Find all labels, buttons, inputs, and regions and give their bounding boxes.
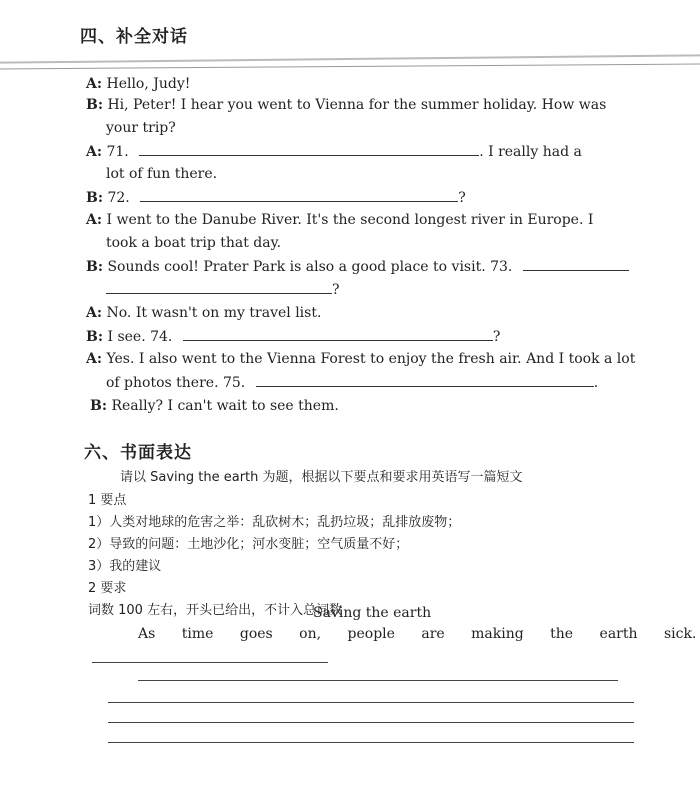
dialogue-text: of photos there. 75. — [106, 375, 246, 391]
writing-line[interactable] — [138, 680, 618, 681]
dialogue-text: took a boat trip that day. — [106, 235, 282, 251]
section-6-heading: 六、书面表达 — [84, 443, 192, 463]
speaker-label: B: — [86, 190, 104, 206]
dialogue-line-74 — [86, 328, 500, 345]
writing-line[interactable] — [108, 742, 634, 743]
dialogue-line-75 — [106, 374, 598, 391]
dialogue-text: I see. 74. — [107, 329, 173, 345]
dialogue-text: Yes. I also went to the Vienna Forest to enjoy the fresh air. And I took a lot — [106, 351, 636, 367]
speaker-label: A: — [86, 144, 103, 160]
dialogue-line-73 — [86, 258, 629, 275]
dialogue-text: Really? I can't wait to see them. — [111, 398, 339, 414]
speaker-label: A: — [86, 212, 103, 228]
speaker-label: A: — [86, 305, 103, 321]
dialogue-line-12 — [86, 351, 635, 367]
dialogue-line-2 — [86, 97, 606, 113]
answer-blank-74[interactable] — [183, 328, 493, 341]
dialogue-text: I went to the Danube River. It's the second longest river in Europe. I — [106, 212, 594, 228]
question-number: 72. — [107, 190, 130, 206]
dialogue-text: Hi, Peter! I hear you went to Vienna for the summer holiday. How was — [107, 97, 607, 113]
question-number: 71. — [106, 144, 129, 160]
point-2: 2）导致的问题：土地沙化；河水变脏；空气质量不好； — [88, 537, 409, 552]
points-label: 1 要点 — [88, 493, 127, 508]
answer-blank-73-part1[interactable] — [523, 258, 629, 271]
dialogue-text: . I really had a — [479, 144, 582, 160]
answer-blank-71[interactable] — [139, 143, 479, 156]
dialogue-line-14 — [90, 398, 339, 414]
dialogue-text: No. It wasn't on my travel list. — [106, 305, 322, 321]
speaker-label: A: — [86, 76, 103, 92]
writing-line[interactable] — [92, 662, 328, 663]
speaker-label: B: — [86, 97, 104, 113]
scan-fold-line — [0, 54, 700, 63]
speaker-label: B: — [86, 329, 104, 345]
dialogue-text: your trip? — [106, 120, 176, 136]
writing-line[interactable] — [108, 702, 634, 703]
essay-title: Saving the earth — [313, 605, 432, 621]
dialogue-line-72 — [86, 189, 466, 206]
point-3: 3）我的建议 — [88, 559, 162, 574]
speaker-label: B: — [90, 398, 108, 414]
essay-opening: As time goes on, people are making the earth sick. — [138, 626, 697, 642]
dialogue-line-71-cont — [106, 166, 217, 182]
answer-blank-75[interactable] — [256, 374, 594, 387]
dialogue-text: Sounds cool! Prater Park is also a good place to visit. 73. — [107, 259, 513, 275]
point-1: 1）人类对地球的危害之举：乱砍树木；乱扔垃圾；乱排放废物； — [88, 515, 461, 530]
requirement-text: 词数 100 左右，开头已给出，不计入总词数 — [88, 603, 343, 618]
writing-instruction: 请以 Saving the earth 为题，根据以下要点和要求用英语写一篇短文 — [120, 470, 523, 485]
scan-fold-line — [0, 64, 700, 70]
dialogue-text: ? — [332, 282, 340, 298]
dialogue-text: . — [593, 375, 599, 391]
section-4-heading: 四、补全对话 — [80, 27, 188, 47]
dialogue-line-10 — [86, 305, 321, 321]
requirement-label: 2 要求 — [88, 581, 127, 596]
dialogue-text: ? — [492, 329, 501, 345]
dialogue-line-6-cont — [106, 235, 281, 251]
dialogue-line-6 — [86, 212, 593, 228]
dialogue-line-73-cont — [106, 281, 340, 298]
answer-blank-72[interactable] — [140, 189, 458, 202]
answer-blank-73-part2[interactable] — [106, 281, 332, 294]
speaker-label: B: — [86, 259, 104, 275]
dialogue-line-71 — [86, 143, 582, 160]
speaker-label: A: — [86, 351, 103, 367]
dialogue-text: lot of fun there. — [106, 166, 218, 182]
writing-line[interactable] — [108, 722, 634, 723]
dialogue-text: ? — [458, 190, 466, 206]
dialogue-text: Hello, Judy! — [106, 76, 191, 92]
dialogue-line-2-cont — [106, 120, 176, 136]
dialogue-line-1 — [86, 76, 190, 92]
